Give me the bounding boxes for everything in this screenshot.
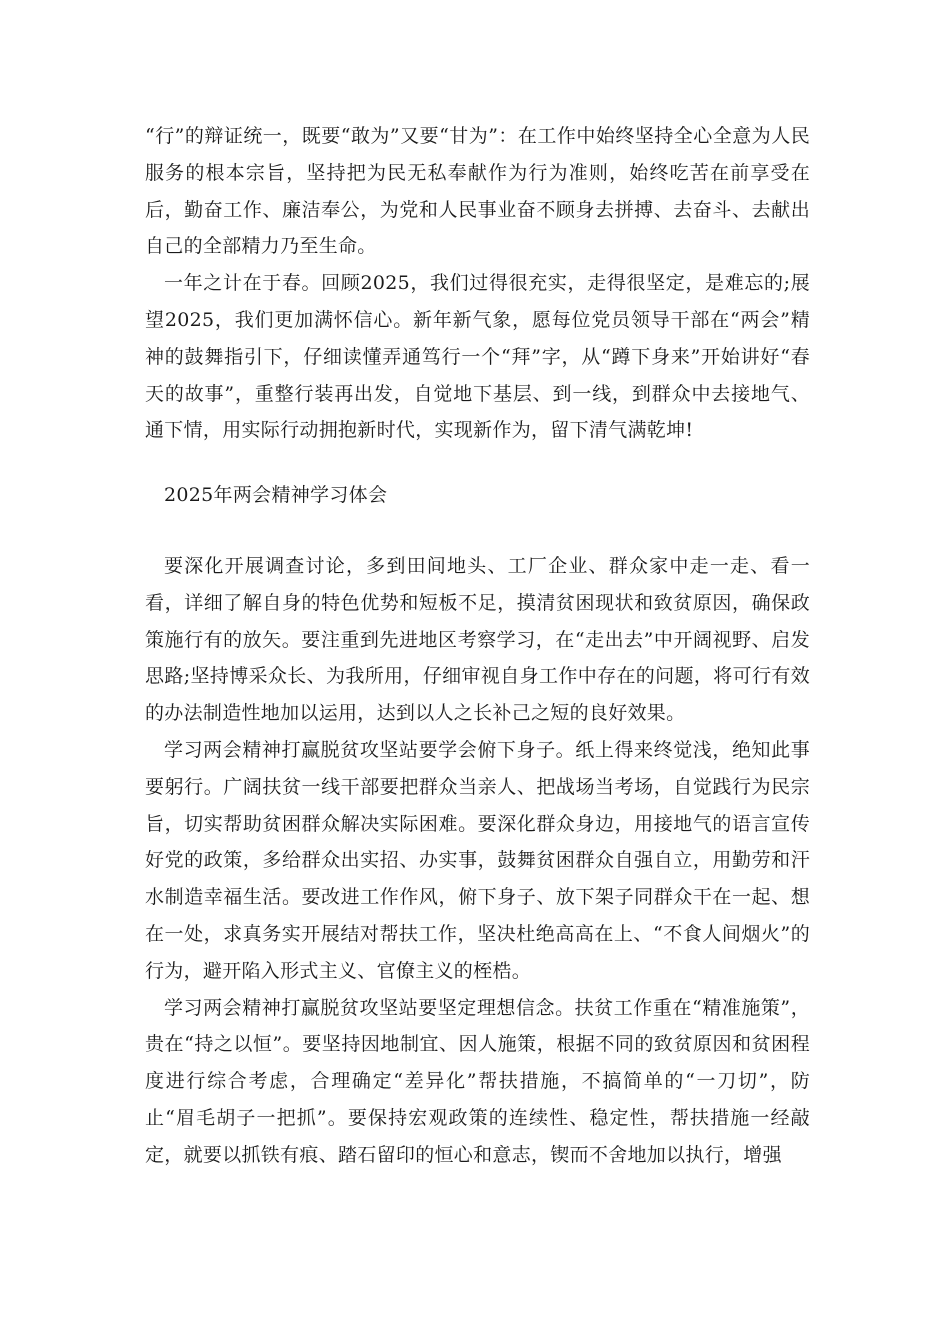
paragraph-bend-down: 学习两会精神打赢脱贫攻坚站要学会俯下身子。纸上得来终觉浅，绝知此事要躬行。广阔扶贫一线干部要把群众当亲人、把战场当考场，自觉践行为民宗旨，切实帮助贫困群众解决实际困难。要深化群众身边，用接地气的语言宣传好党的政策，多给群众出实招、办实事，鼓舞贫困群众自强自立，用勤劳和汗水制造幸福生活。要改进工作作风，俯下身子、放下架子同群众干在一起、想在一处，求真务实开展结对帮扶工作，坚决杜绝高高在上、“不食人间烟火”的行为，避开陷入形式主义、官僚主义的桎梏。 [145,738,810,982]
paragraph-new-year: 一年之计在于春。回顾2025，我们过得很充实，走得很坚定，是难忘的;展望2025，我们更加满怀信心。新年新气象，愿每位党员领导干部在“两会”精神的鼓舞指引下，仔细读懂弄通笃行一个“拜”字，从“蹲下身来”开始讲好“春天的故事”，重整行装再出发，自觉地下基层、到一线，到群众中去接地气、通下情，用实际行动拥抱新时代，实现新作为，留下清气满乾坤! [145,272,810,442]
document-page [145,118,810,1174]
paragraph-continued: “行”的辩证统一，既要“敢为”又要“甘为”：在工作中始终坚持全心全意为人民服务的根本宗旨，坚持把为民无私奉献作为行为准则，始终吃苦在前享受在后，勤奋工作、廉洁奉公，为党和人民事业奋不顾身去拼搏、去奋斗、去献出自己的全部精力乃至生命。 [145,125,810,258]
paragraph-ideals: 学习两会精神打赢脱贫攻坚站要坚定理想信念。扶贫工作重在“精准施策”，贵在“持之以恒”。要坚持因地制宜、因人施策，根据不同的致贫原因和贫困程度进行综合考虑，合理确定“差异化”帮扶措施，不搞简单的“一刀切”，防止“眉毛胡子一把抓”。要保持宏观政策的连续性、稳定性，帮扶措施一经敲定，就要以抓铁有痕、踏石留印的恒心和意志，锲而不舍地加以执行，增强 [145,996,810,1166]
paragraph-investigation: 要深化开展调查讨论，多到田间地头、工厂企业、群众家中走一走、看一看，详细了解自身的特色优势和短板不足，摸清贫困现状和致贫原因，确保政策施行有的放矢。要注重到先进地区考察学习，在“走出去”中开阔视野、启发思路;坚持博采众长、为我所用，仔细审视自身工作中存在的问题，将可行有效的办法制造性地加以运用，达到以人之长补己之短的良好效果。 [145,554,810,725]
section-heading: 2025年两会精神学习体会 [164,484,388,507]
